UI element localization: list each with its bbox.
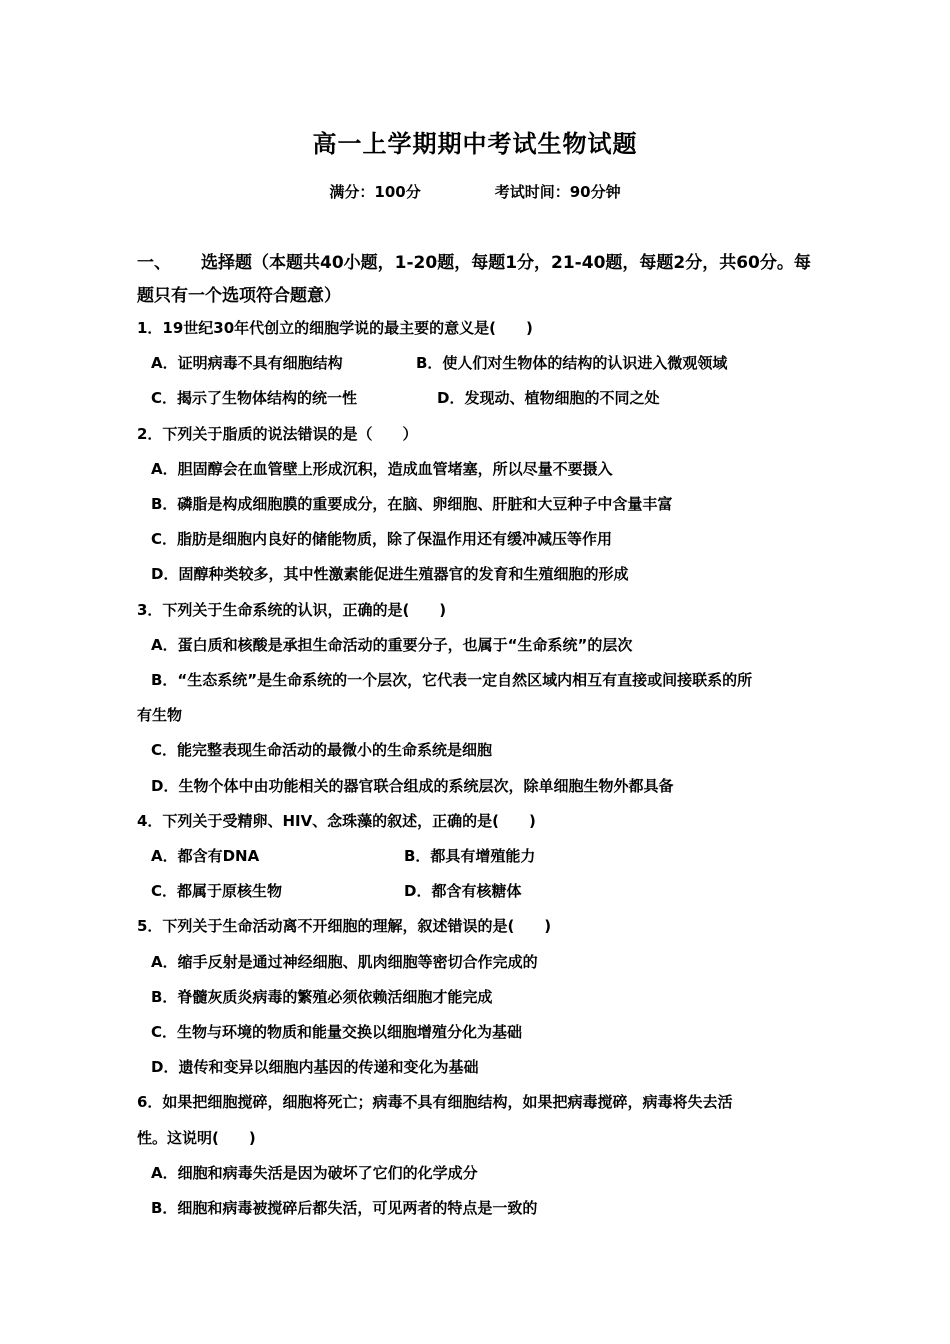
exam-meta — [0, 181, 950, 202]
page-title: 高一上学期期中考试生物试题 — [312, 130, 638, 158]
question-2-option-b: B．磷脂是构成细胞膜的重要成分，在脑、卵细胞、肝脏和大豆种子中含量丰富 — [151, 495, 673, 514]
question-6-option-a: A．细胞和病毒失活是因为破坏了它们的化学成分 — [151, 1163, 478, 1182]
section-text: 选择题（本题共40小题，1-20题，每题1分，21-40题，每题2分，共60分。每题只有一个选项符合题意） — [137, 253, 811, 306]
question-2-option-c: C．脂肪是细胞内良好的储能物质，除了保温作用还有缓冲减压等作用 — [151, 530, 613, 549]
question-5-option-b: B．脊髓灰质炎病毒的繁殖必须依赖活细胞才能完成 — [151, 987, 493, 1006]
question-6-option-b: B．细胞和病毒被搅碎后都失活，可见两者的特点是一致的 — [151, 1199, 538, 1218]
question-4-option-d: D．都含有核糖体 — [404, 882, 522, 901]
question-3-option-b: B．“生态系统”是生命系统的一个层次，它代表一定自然区域内相互有直接或间接联系的所 — [151, 671, 753, 690]
question-5-stem: 5．下列关于生命活动离不开细胞的理解，叙述错误的是( ) — [137, 917, 552, 936]
question-6-stem: 6．如果把细胞搅碎，细胞将死亡；病毒不具有细胞结构，如果把病毒搅碎，病毒将失去活 — [137, 1093, 733, 1112]
exam-time: 考试时间：90分钟 — [494, 183, 621, 201]
question-5-option-d: D．遗传和变异以细胞内基因的传递和变化为基础 — [151, 1058, 479, 1077]
question-2-option-d: D．固醇种类较多，其中性激素能促进生殖器官的发育和生殖细胞的形成 — [151, 565, 629, 584]
question-6-stem-continued: 性。这说明( ) — [137, 1128, 256, 1147]
question-1-option-c: C．揭示了生物体结构的统一性 — [151, 389, 358, 408]
question-4-stem: 4．下列关于受精卵、HIV、念珠藻的叙述，正确的是( ) — [137, 811, 536, 830]
question-1-options-cd — [137, 381, 817, 416]
section-heading — [137, 247, 817, 313]
question-4-option-a: A．都含有DNA — [151, 847, 260, 866]
section-number: 一、 — [137, 253, 171, 273]
question-1-stem: 1．19世纪30年代创立的细胞学说的最主要的意义是( ) — [137, 319, 533, 337]
question-4-options-ab — [137, 839, 817, 874]
question-4-option-c: C．都属于原核生物 — [151, 882, 283, 901]
question-3-option-c: C．能完整表现生命活动的最微小的生命系统是细胞 — [151, 741, 493, 760]
question-2-option-a: A．胆固醇会在血管壁上形成沉积，造成血管堵塞，所以尽量不要摄入 — [151, 459, 613, 478]
question-1-options-ab — [137, 346, 817, 381]
question-list — [137, 311, 817, 1226]
question-3-option-d: D．生物个体中由功能相关的器官联合组成的系统层次，除单细胞生物外都具备 — [151, 776, 674, 795]
question-3-option-b-continued: 有生物 — [137, 706, 183, 725]
question-4-option-b: B．都具有增殖能力 — [404, 847, 536, 866]
full-score: 满分：100分 — [329, 183, 421, 201]
question-3-stem: 3．下列关于生命系统的认识，正确的是( ) — [137, 600, 447, 619]
question-5-option-c: C．生物与环境的物质和能量交换以细胞增殖分化为基础 — [151, 1023, 523, 1042]
question-2-stem: 2．下列关于脂质的说法错误的是（ ） — [137, 424, 418, 443]
question-5-option-a: A．缩手反射是通过神经细胞、肌肉细胞等密切合作完成的 — [151, 952, 538, 971]
question-3-option-a: A．蛋白质和核酸是承担生命活动的重要分子，也属于“生命系统”的层次 — [151, 635, 633, 654]
question-1-option-d: D．发现动、植物细胞的不同之处 — [437, 389, 660, 408]
question-4-options-cd — [137, 874, 817, 909]
question-1-option-a: A．证明病毒不具有细胞结构 — [151, 354, 343, 373]
question-1-option-b: B．使人们对生物体的结构的认识进入微观领域 — [416, 354, 728, 373]
